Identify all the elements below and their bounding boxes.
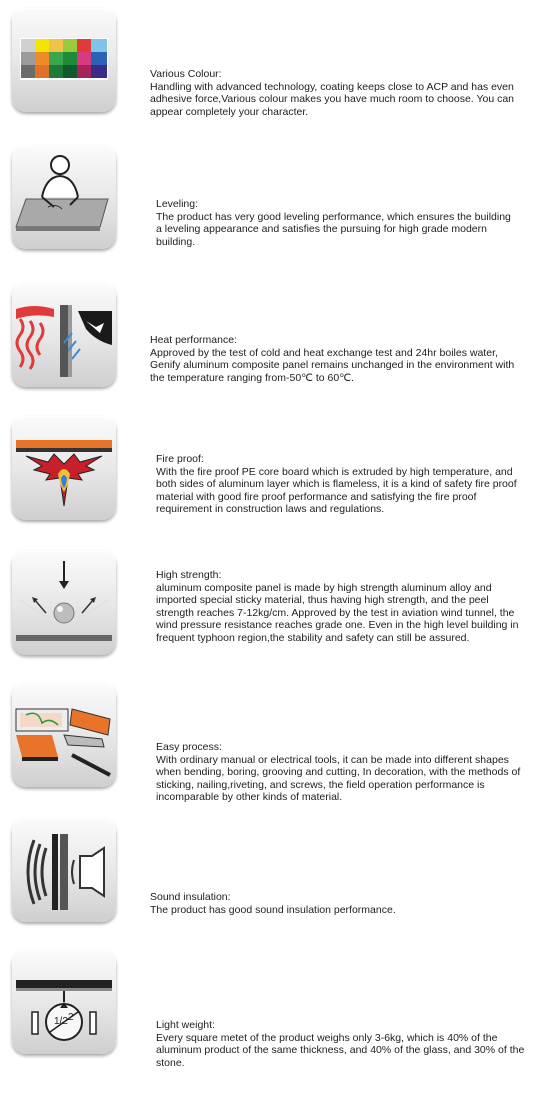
feature-description: The product has good sound insulation performance. [150, 903, 396, 916]
sound-insulation-icon [12, 818, 116, 922]
feature-description: Approved by the test of cold and heat exchange test and 24hr boiles water, Genify aluminum composite panel remains unchanged in the environment with the temperature ranging from-50℃ to 60℃. [150, 346, 515, 384]
fire-proof-icon [12, 416, 116, 520]
feature-title: Light weight: [156, 1019, 215, 1031]
feature-title: Fire proof: [156, 453, 204, 465]
feature-title: Leveling: [156, 198, 199, 210]
feature-description: With ordinary manual or electrical tools, it can be made into different shapes when bending, boring, grooving and cutting, In decoration, with the methods of sticking, nailing,riveting, and screws, the field operation performance is incomparable by other kinds of material. [156, 753, 521, 804]
high-strength-icon [12, 551, 116, 655]
feature-title: Various Colour: [150, 68, 222, 80]
heat-performance-icon [12, 283, 116, 387]
leveling-icon [12, 145, 116, 249]
light-weight-icon [12, 950, 116, 1054]
color-swatch-icon [12, 8, 116, 112]
feature-title: High strength: [156, 569, 222, 581]
feature-description: Handling with advanced technology, coating keeps close to ACP and has even adhesive force,Various colour makes you have much room to choose. You can appear completely your character. [150, 80, 515, 118]
feature-title: Easy process: [156, 741, 222, 753]
feature-description: The product has very good leveling performance, which ensures the building a leveling appearance and satisfies the pursuing for high grade modern building. [156, 210, 511, 248]
feature-title: Sound insulation: [150, 891, 231, 903]
feature-title: Heat performance: [150, 334, 237, 346]
feature-description: Every square metet of the product weighs only 3-6kg, which is 40% of the aluminum product of the same thickness, and 40% of the glass, and 30% of the stone. [156, 1031, 525, 1069]
feature-description: aluminum composite panel is made by high strength aluminum alloy and imported special sticky material, thus having high strength, and the peel strength reaches 7-12kg/cm. Approved by the test in aviation wind tunnel, the wind pressure resistance reaches grade one. Even in the high level building in frequent typhoon region,the stability and safety can still be assured. [156, 581, 519, 644]
easy-process-icon [12, 683, 116, 787]
feature-description: With the fire proof PE core board which is extruded by high temperature, and both sides of aluminum layer which is flameless, it is a kind of safety fire proof material with good fire proof performance and satisfying the fire proof requirement in construction laws and regulations. [156, 465, 517, 516]
scale-number-label: 2 [68, 1012, 74, 1023]
scale-fraction-label: 1/2 [54, 1016, 68, 1027]
